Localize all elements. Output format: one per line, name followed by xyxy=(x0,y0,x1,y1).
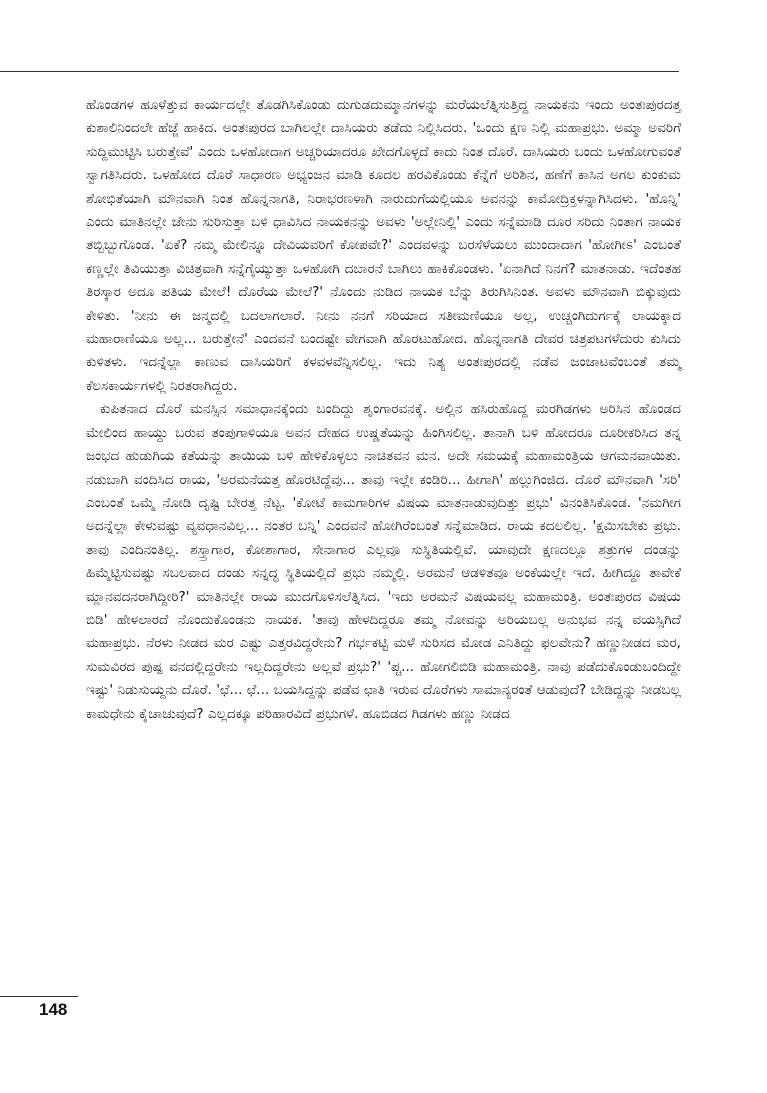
folio-rule xyxy=(0,996,78,997)
page-body xyxy=(86,94,681,726)
paragraph-2: ಕುಪಿತನಾದ ದೊರೆ ಮನಸ್ಸಿನ ಸಮಾಧಾನಕ್ಕೆಂದು ಬಂದಿದ್ದು ಶೃಂಗಾರವನಕ್ಕೆ. ಅಲ್ಲಿನ ಹಸಿರುಹೊದ್ದ ಮರಗಿಡಗಳು ಅರಿಸಿನ ಹೊಂಡದ ಮೇಲಿಂದ ಹಾಯ್ದು ಬರುವ ತಂಪುಗಾಳಿಯೂ ಅವನ ದೇಹದ ಉಷ್ಣತೆಯನ್ನು ಹಿಂಗಿಸಲಿಲ್ಲ. ತಾನಾಗಿ ಬಳಿ ಹೋದರೂ ದೂರೀಕರಿಸಿದ ತನ್ನ ಜಂಭದ ಹುಡುಗಿಯ ಕತೆಯನ್ನು ತಾಯಿಯ ಬಳಿ ಹೇಳಿಕೊಳ್ಳಲು ನಾಚಿತವನ ಮನ. ಅದೇ ಸಮಯಕ್ಕೆ ಮಹಾಮಂತ್ರಿಯ ಆಗಮನವಾಯಿತು. ನಡುಬಾಗಿ ವಂದಿಸಿದ ರಾಯ, 'ಅರಮನೆಯತ್ತ ಹೊರಟಿದ್ದೆವು... ತಾವು ಇಲ್ಲೇ ಕಂಡಿರಿ... ಹೀಗಾಗಿ' ಹಲ್ಲುಗಿಂಜಿದ. ದೊರೆ ಮೌನವಾಗಿ 'ಸರಿ' ಎಂಬಂತೆ ಒಮ್ಮೆ ನೋಡಿ ದೃಷ್ಟಿ ಬೇರತ್ತ ನೆಟ್ಟ. 'ಕೋಟೆ ಕಾಮಗಾರಿಗಳ ವಿಷಯ ಮಾತನಾಡುವುದಿತ್ತು ಪ್ರಭು' ವಿನಂತಿಸಿಕೊಂಡ. 'ನಮಗೀಗ ಅದನ್ನೆಲ್ಲಾ ಕೇಳುವಷ್ಟು ವ್ಯವಧಾನವಿಲ್ಲ... ನಂತರ ಬನ್ನಿ' ಎಂದವನೆ ಹೋಗಿರೆಂಬಂತೆ ಸನ್ನೆಮಾಡಿದ. ರಾಯ ಕದಲಲಿಲ್ಲ. 'ಕ್ಷಮಿಸಬೇಕು ಪ್ರಭು. ತಾವು ಎಂದಿನಂತಿಲ್ಲ. ಶಸ್ತ್ರಾಗಾರ, ಕೋಶಾಗಾರ, ಸೇನಾಗಾರ ಎಲ್ಲವೂ ಸುಸ್ಥಿತಿಯಲ್ಲಿವೆ. ಯಾವುದೇ ಕ್ಷಣದಲ್ಲೂ ಶತ್ರುಗಳ ದಂಡನ್ನು ಹಿಮ್ಮೆಟ್ಟಿಸುವಷ್ಟು ಸಬಲವಾದ ದಂಡು ಸನ್ನದ್ಧ ಸ್ಥಿತಿಯಲ್ಲಿದೆ ಪ್ರಭು ನಮ್ಮಲ್ಲಿ. ಅರಮನೆ ಆಡಳಿತವೂ ಅಂಕೆಯಲ್ಲೇ ಇದೆ. ಹೀಗಿದ್ದೂ ತಾವೇಕೆ ಮ್ಲಾನವದನರಾಗಿದ್ದೀರಿ?' ಮಾತಿನಲ್ಲೇ ರಾಯ ಮುದಗೊಳಿಸಲೆತ್ನಿಸಿದ. 'ಇದು ಅರಮನೆ ವಿಷಯವಲ್ಲ ಮಹಾಮಂತ್ರಿ. ಅಂತಃಪುರದ ವಿಷಯ ಬಿಡಿ' ಹೇಳಲಾರದೆ ನೊಂದುಕೊಂಡನು ನಾಯಕ. 'ತಾವು ಹೇಳದಿದ್ದರೂ ತಮ್ಮ ನೋವನ್ನು ಅರಿಯಬಲ್ಲ ಅನುಭವ ನನ್ನ ವಯಸ್ಸಿಗಿದೆ ಮಹಾಪ್ರಭು. ನೆರಳು ನೀಡದ ಮರ ಎಷ್ಟು ಎತ್ತರವಿದ್ದರೇನು? ಗರ್ಭಕಟ್ಟಿ ಮಳೆ ಸುರಿಸದ ಮೋಡ ಎನಿತಿದ್ದು ಫಲವೇನು? ಹಣ್ಣುನೀಡದ ಮರ, ಸುಮವಿರದ ಪುಷ್ಪ ವನದಲ್ಲಿದ್ದರೇನು ಇಲ್ಲದಿದ್ದರೇನು ಅಲ್ಲವೆ ಪ್ರಭು?' 'ಪ್ಚ... ಹೋಗಲಿಬಿಡಿ ಮಹಾಮಂತ್ರಿ. ನಾವು ಪಡೆದುಕೊಂಡುಬಂದಿದ್ದೇ ಇಷ್ಟು' ನಿಡುಸುಯ್ದನು ದೊರೆ. 'ಛೆ... ಛೆ... ಬಯಸಿದ್ದನ್ನು ಪಡೆವ ಛಾತಿ ಇರುವ ದೊರೆಗಳು ಸಾಮಾನ್ಯರಂತೆ ಆಡುವುದೆ? ಬೇಡಿದ್ದನ್ನು ನೀಡಬಲ್ಲ ಕಾಮಧೇನು ಕೈಚಾಚುವುದೆ? ಎಲ್ಲದಕ್ಕೂ ಪರಿಹಾರವಿದೆ ಪ್ರಭುಗಳೆ. ಹೂಬಿಡದ ಗಿಡಗಳು ಹಣ್ಣು ನೀಡದ xyxy=(86,401,682,722)
paragraph-1: ಹೊಂಡಗಳ ಹೂಳೆತ್ತುವ ಕಾರ್ಯದಲ್ಲೇ ತೊಡಗಿಸಿಕೊಂಡು ದುಗುಡದುಮ್ಮಾನಗಳನ್ನು ಮರೆಯಲೆತ್ನಿಸುತ್ತಿದ್ದ ನಾಯಕನು ಇಂದು ಅಂತಃಪುರದತ್ತ ಕುಶಾಲಿನಿಂದಲೇ ಹೆಜ್ಜೆ ಹಾಕಿದ. ಅಂತಃಪುರದ ಬಾಗಿಲಲ್ಲೇ ದಾಸಿಯರು ತಡೆದು ನಿಲ್ಲಿಸಿದರು. 'ಒಂದು ಕ್ಷಣ ನಿಲ್ಲಿ ಮಹಾಪ್ರಭು. ಅಮ್ಮಾ ಅವರಿಗೆ ಸುದ್ದಿಮುಟ್ಟಿಸಿ ಬರುತ್ತೇವೆ' ಎಂದು ಒಳಹೋದಾಗ ಅಚ್ಚರಿಯಾದರೂ ಖೇದಗೊಳ್ಳದೆ ಕಾದು ನಿಂತ ದೊರೆ. ದಾಸಿಯರು ಬಂದು ಒಳಹೋಗುವಂತೆ ಸ್ವಾಗತಿಸಿದರು. ಒಳಹೋದ ದೊರೆ ಸಾಧಾರಣ ಅಭ್ಯಂಜನ ಮಾಡಿ ಕೂದಲ ಹರವಿಕೊಂಡು ಕೆನ್ನೆಗೆ ಅರಿಶಿನ, ಹಣೆಗೆ ಕಾಸಿನ ಅಗಲ ಕುಂಕುಮ ಶೋಭಿತೆಯಾಗಿ ಮೌನವಾಗಿ ನಿಂತ ಹೊನ್ನನಾಗತಿ, ನಿರಾಭರಣಳಾಗಿ ನಾರುದುಗೆಯಲ್ಲಿಯೂ ಅವನನ್ನು ಕಾಮೋದ್ರಿಕ್ತಳನ್ನಾಗಿಸಿದಳು. 'ಹೊನ್ನಿ' ಎಂದು ಮಾತಿನಲ್ಲೇ ಜೇನು ಸುರಿಸುತ್ತಾ ಬಳಿ ಧಾವಿಸಿದ ನಾಯಕನನ್ನು ಅವಳು 'ಅಲ್ಲೇನಿಲ್ಲಿ' ಎಂದು ಸನ್ನೆಮಾಡಿ ದೂರ ಸರಿದು ನಿಂತಾಗ ನಾಯಕ ತಬ್ಬಿಬ್ಬುಗೊಂಡ. 'ಏಕೆ? ನಮ್ಮ ಮೇಲಿನ್ನೂ ದೇವಿಯವರಿಗೆ ಕೋಪವೇ?' ಎಂದವಳನ್ನು ಬರಸೆಳೆಯಲು ಮುಂದಾದಾಗ 'ಹೋಗೀಽ' ಎಂಬಂತೆ ಕಣ್ಣಲ್ಲೇ ತಿವಿಯುತ್ತಾ ವಿಚಿತ್ರವಾಗಿ ಸನ್ನೆಗೈಯ್ಯುತ್ತಾ ಒಳಹೋಗಿ ದಬಾರನೆ ಬಾಗಿಲು ಹಾಕಿಕೊಂಡಳು. 'ಏನಾಗಿದೆ ನಿನಗೆ? ಮಾತನಾಡು. ಇದೆಂತಹ ತಿರಸ್ಕಾರ ಅದೂ ಪತಿಯ ಮೇಲೆ! ದೊರೆಯ ಮೇಲೆ?' ನೊಂದು ನುಡಿದ ನಾಯಕ ಬೆನ್ನು ತಿರುಗಿಸಿನಿಂತ. ಅವಳು ಮೌನವಾಗಿ ಬಿಕ್ಕುವುದು ಕೇಳಿತು. 'ನೀನು ಈ ಜನ್ಮದಲ್ಲಿ ಬದಲಾಗಲಾರೆ. ನೀನು ನನಗೆ ಸರಿಯಾದ ಸತೀಮಣಿಯೂ ಅಲ್ಲ, ಉಚ್ಚಂಗಿದುರ್ಗಕ್ಕೆ ಲಾಯಕ್ಕಾದ ಮಹಾರಾಣಿಯೂ ಅಲ್ಲ... ಬರುತ್ತೇನೆ' ಎಂದವನೆ ಬಂದಷ್ಟೇ ವೇಗವಾಗಿ ಹೊರಟುಹೋದ. ಹೊನ್ನನಾಗತಿ ದೇವರ ಚಿತ್ರಪಟಗಳೆದುರು ಕುಸಿದು ಕುಳಿತಳು. ಇದನ್ನೆಲ್ಲಾ ಕಾಣುವ ದಾಸಿಯರಿಗೆ ಕಳವಳವೆನ್ನಿಸಲಿಲ್ಲ. ಇದು ನಿತ್ಯ ಅಂತಃಪುರದಲ್ಲಿ ನಡೆವ ಜಂಜಾಟವೆಂಬಂತೆ ತಮ್ಮ ಕೆಲಸಕಾರ್ಯಗಳಲ್ಲಿ ನಿರತರಾಗಿದ್ದರು. xyxy=(86,97,681,394)
page-number: 148 xyxy=(39,1000,68,1019)
header-rule xyxy=(0,71,679,72)
